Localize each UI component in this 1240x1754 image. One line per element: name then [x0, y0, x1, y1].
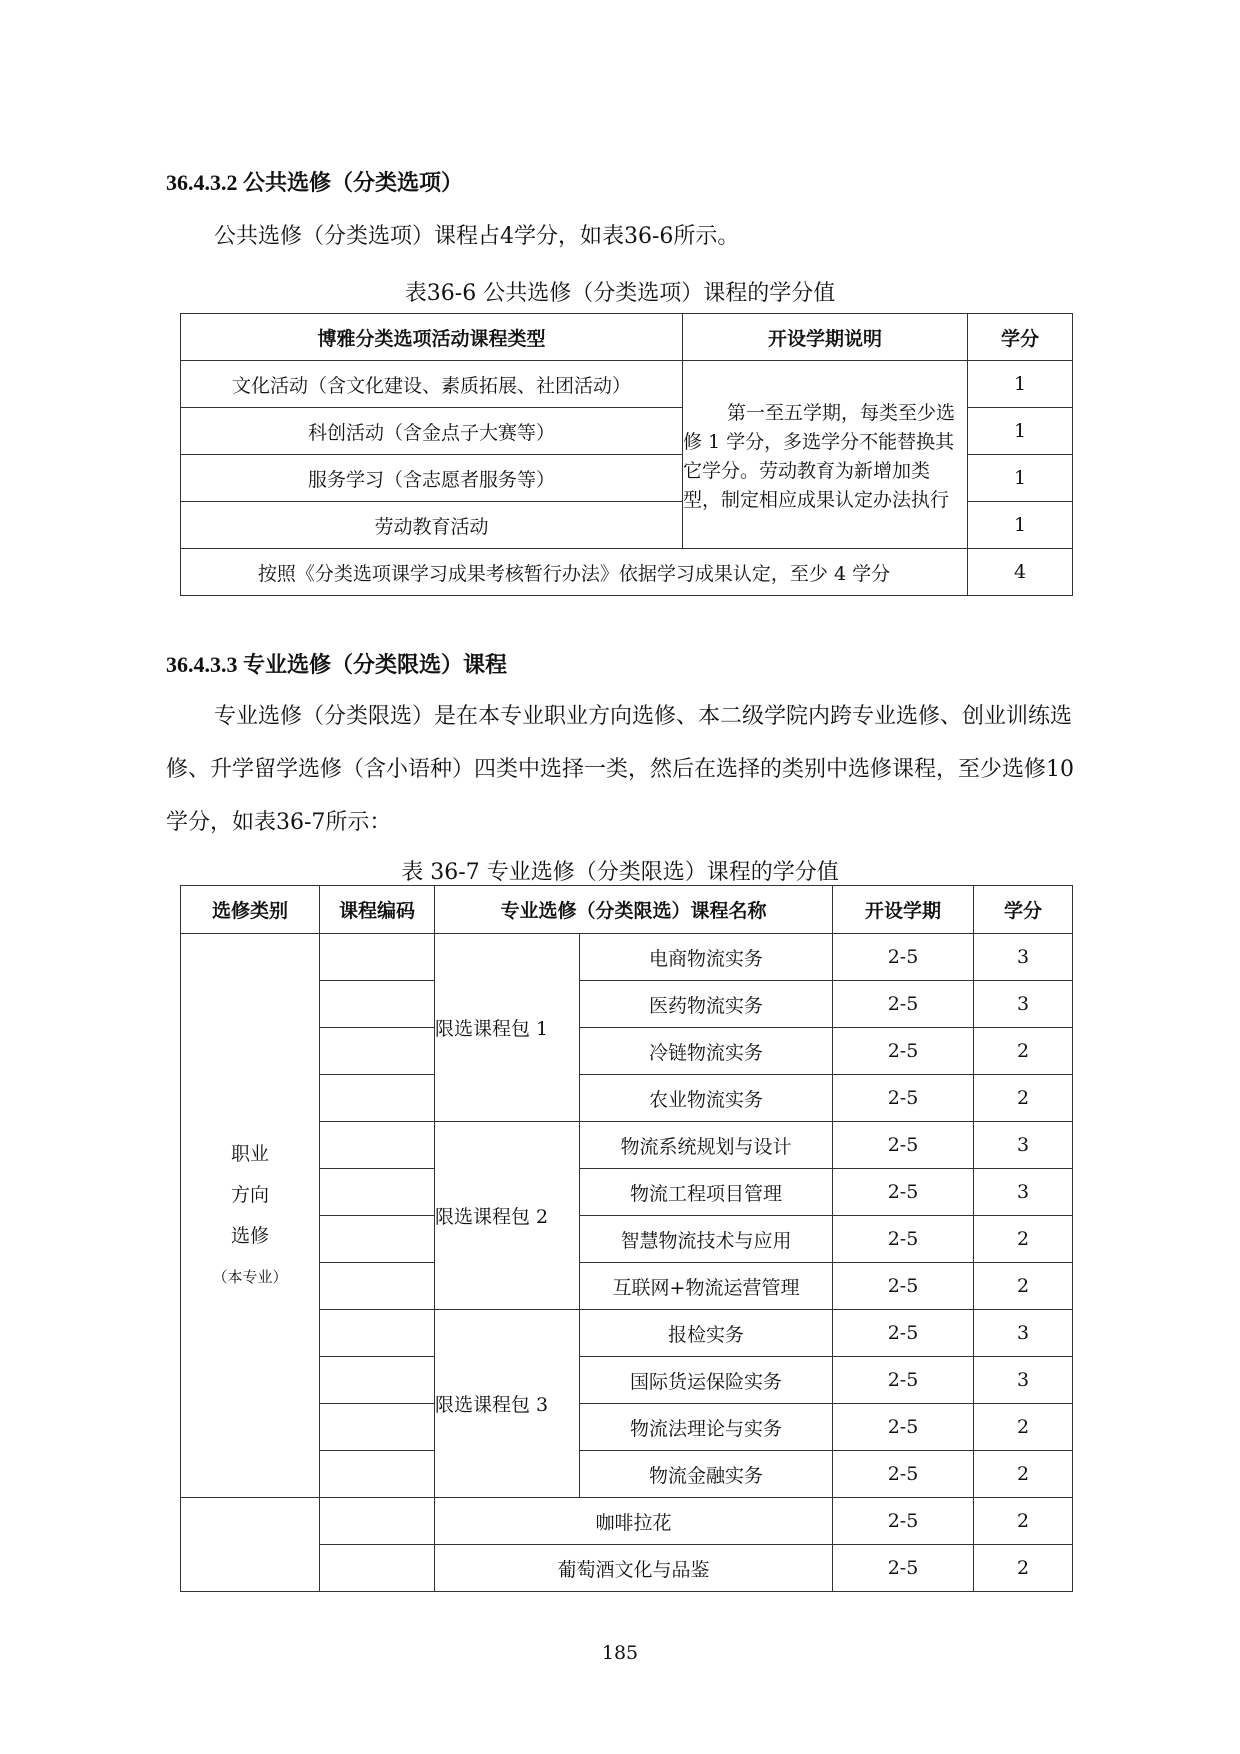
course-credit: 2 [974, 1028, 1073, 1075]
category-label: 方向 [230, 1183, 269, 1206]
course-credit: 3 [974, 1357, 1073, 1404]
column-header: 开设学期 [833, 886, 974, 934]
paragraph: 专业选修（分类限选）是在本专业职业方向选修、本二级学院内跨专业选修、创业训练选修、升学留学选修（含小语种）四类中选择一类，然后在选择的类别中选修课程，至少选修10学分，如表36-7所示： [166, 704, 1074, 835]
course-term: 2-5 [833, 1545, 974, 1592]
package-name: 限选课程包 1 [435, 934, 580, 1122]
course-name: 冷链物流实务 [580, 1028, 833, 1075]
course-code [320, 1122, 435, 1169]
course-credit: 2 [974, 1263, 1073, 1310]
section-heading: 36.4.3.3 专业选修（分类限选）课程 [166, 652, 508, 677]
table-header-row [181, 314, 1073, 361]
paragraph: 公共选修（分类选项）课程占4学分，如表36-6所示。 [214, 224, 740, 249]
credit-table-36-6 [180, 313, 1073, 596]
credit: 1 [968, 408, 1073, 455]
course-name: 物流工程项目管理 [580, 1169, 833, 1216]
course-name: 物流金融实务 [580, 1451, 833, 1498]
course-credit: 3 [974, 981, 1073, 1028]
course-code [320, 1263, 435, 1310]
course-credit: 2 [974, 1216, 1073, 1263]
course-code [320, 1357, 435, 1404]
course-name: 医药物流实务 [580, 981, 833, 1028]
credit: 1 [968, 455, 1073, 502]
footer-text: 按照《分类选项课学习成果考核暂行办法》依据学习成果认定，至少 4 学分 [181, 549, 968, 596]
table-footer-row [181, 549, 1073, 596]
course-term: 2-5 [833, 1498, 974, 1545]
section-heading: 36.4.3.2 公共选修（分类选项） [166, 170, 464, 195]
course-name: 智慧物流技术与应用 [580, 1216, 833, 1263]
course-term: 2-5 [833, 1310, 974, 1357]
course-code [320, 1451, 435, 1498]
activity-type: 服务学习（含志愿者服务等） [181, 455, 683, 502]
page-number: 185 [601, 1642, 639, 1664]
course-name: 报检实务 [580, 1310, 833, 1357]
course-code [320, 1169, 435, 1216]
course-term: 2-5 [833, 934, 974, 981]
course-credit: 2 [974, 1498, 1073, 1545]
course-term: 2-5 [833, 1075, 974, 1122]
course-term: 2-5 [833, 1216, 974, 1263]
credit: 1 [968, 361, 1073, 408]
category-note: （本专业） [212, 1267, 288, 1286]
course-code [320, 1075, 435, 1122]
course-credit: 2 [974, 1404, 1073, 1451]
course-name: 互联网+物流运营管理 [580, 1263, 833, 1310]
course-name: 电商物流实务 [580, 934, 833, 981]
course-code [320, 1498, 435, 1545]
column-header: 学分 [968, 314, 1073, 361]
course-code [320, 1028, 435, 1075]
course-term: 2-5 [833, 1357, 974, 1404]
course-name: 国际货运保险实务 [580, 1357, 833, 1404]
package-name: 限选课程包 3 [435, 1310, 580, 1498]
course-name: 物流系统规划与设计 [580, 1122, 833, 1169]
course-code [320, 1545, 435, 1592]
course-name: 农业物流实务 [580, 1075, 833, 1122]
course-credit: 3 [974, 1122, 1073, 1169]
table-row [181, 361, 1073, 408]
activity-type: 科创活动（含金点子大赛等） [181, 408, 683, 455]
column-header: 专业选修（分类限选）课程名称 [435, 886, 833, 934]
activity-type: 劳动教育活动 [181, 502, 683, 549]
course-credit: 3 [974, 1169, 1073, 1216]
term-description: 第一至五学期，每类至少选修 1 学分，多选学分不能替换其它学分。劳动教育为新增加类型，制定相应成果认定办法执行 [683, 361, 968, 549]
course-term: 2-5 [833, 1404, 974, 1451]
column-header: 选修类别 [181, 886, 320, 934]
course-term: 2-5 [833, 1028, 974, 1075]
table-caption: 表 36-7 专业选修（分类限选）课程的学分值 [401, 860, 839, 885]
course-code [320, 934, 435, 981]
category-label: 选修 [230, 1224, 269, 1247]
course-term: 2-5 [833, 1263, 974, 1310]
credit: 4 [968, 549, 1073, 596]
column-header: 开设学期说明 [683, 314, 968, 361]
table-row [181, 1498, 1073, 1545]
column-header: 学分 [974, 886, 1073, 934]
course-code [320, 1404, 435, 1451]
category-cell [181, 934, 320, 1498]
table-caption: 表36-6 公共选修（分类选项）课程的学分值 [404, 281, 836, 306]
course-credit: 2 [974, 1545, 1073, 1592]
column-header: 博雅分类选项活动课程类型 [181, 314, 683, 361]
credit: 1 [968, 502, 1073, 549]
credit-table-36-7 [180, 885, 1073, 1592]
course-credit: 2 [974, 1075, 1073, 1122]
course-name: 物流法理论与实务 [580, 1404, 833, 1451]
column-header: 课程编码 [320, 886, 435, 934]
table-header-row [181, 886, 1073, 934]
category-cell [181, 1498, 320, 1592]
course-name: 葡萄酒文化与品鉴 [435, 1545, 833, 1592]
course-code [320, 1216, 435, 1263]
course-credit: 3 [974, 1310, 1073, 1357]
activity-type: 文化活动（含文化建设、素质拓展、社团活动） [181, 361, 683, 408]
course-credit: 2 [974, 1451, 1073, 1498]
category-label: 职业 [230, 1142, 269, 1165]
course-credit: 3 [974, 934, 1073, 981]
course-term: 2-5 [833, 1122, 974, 1169]
course-name: 咖啡拉花 [435, 1498, 833, 1545]
course-term: 2-5 [833, 981, 974, 1028]
package-name: 限选课程包 2 [435, 1122, 580, 1310]
course-term: 2-5 [833, 1169, 974, 1216]
course-code [320, 1310, 435, 1357]
table-row [181, 934, 1073, 981]
course-code [320, 981, 435, 1028]
course-term: 2-5 [833, 1451, 974, 1498]
